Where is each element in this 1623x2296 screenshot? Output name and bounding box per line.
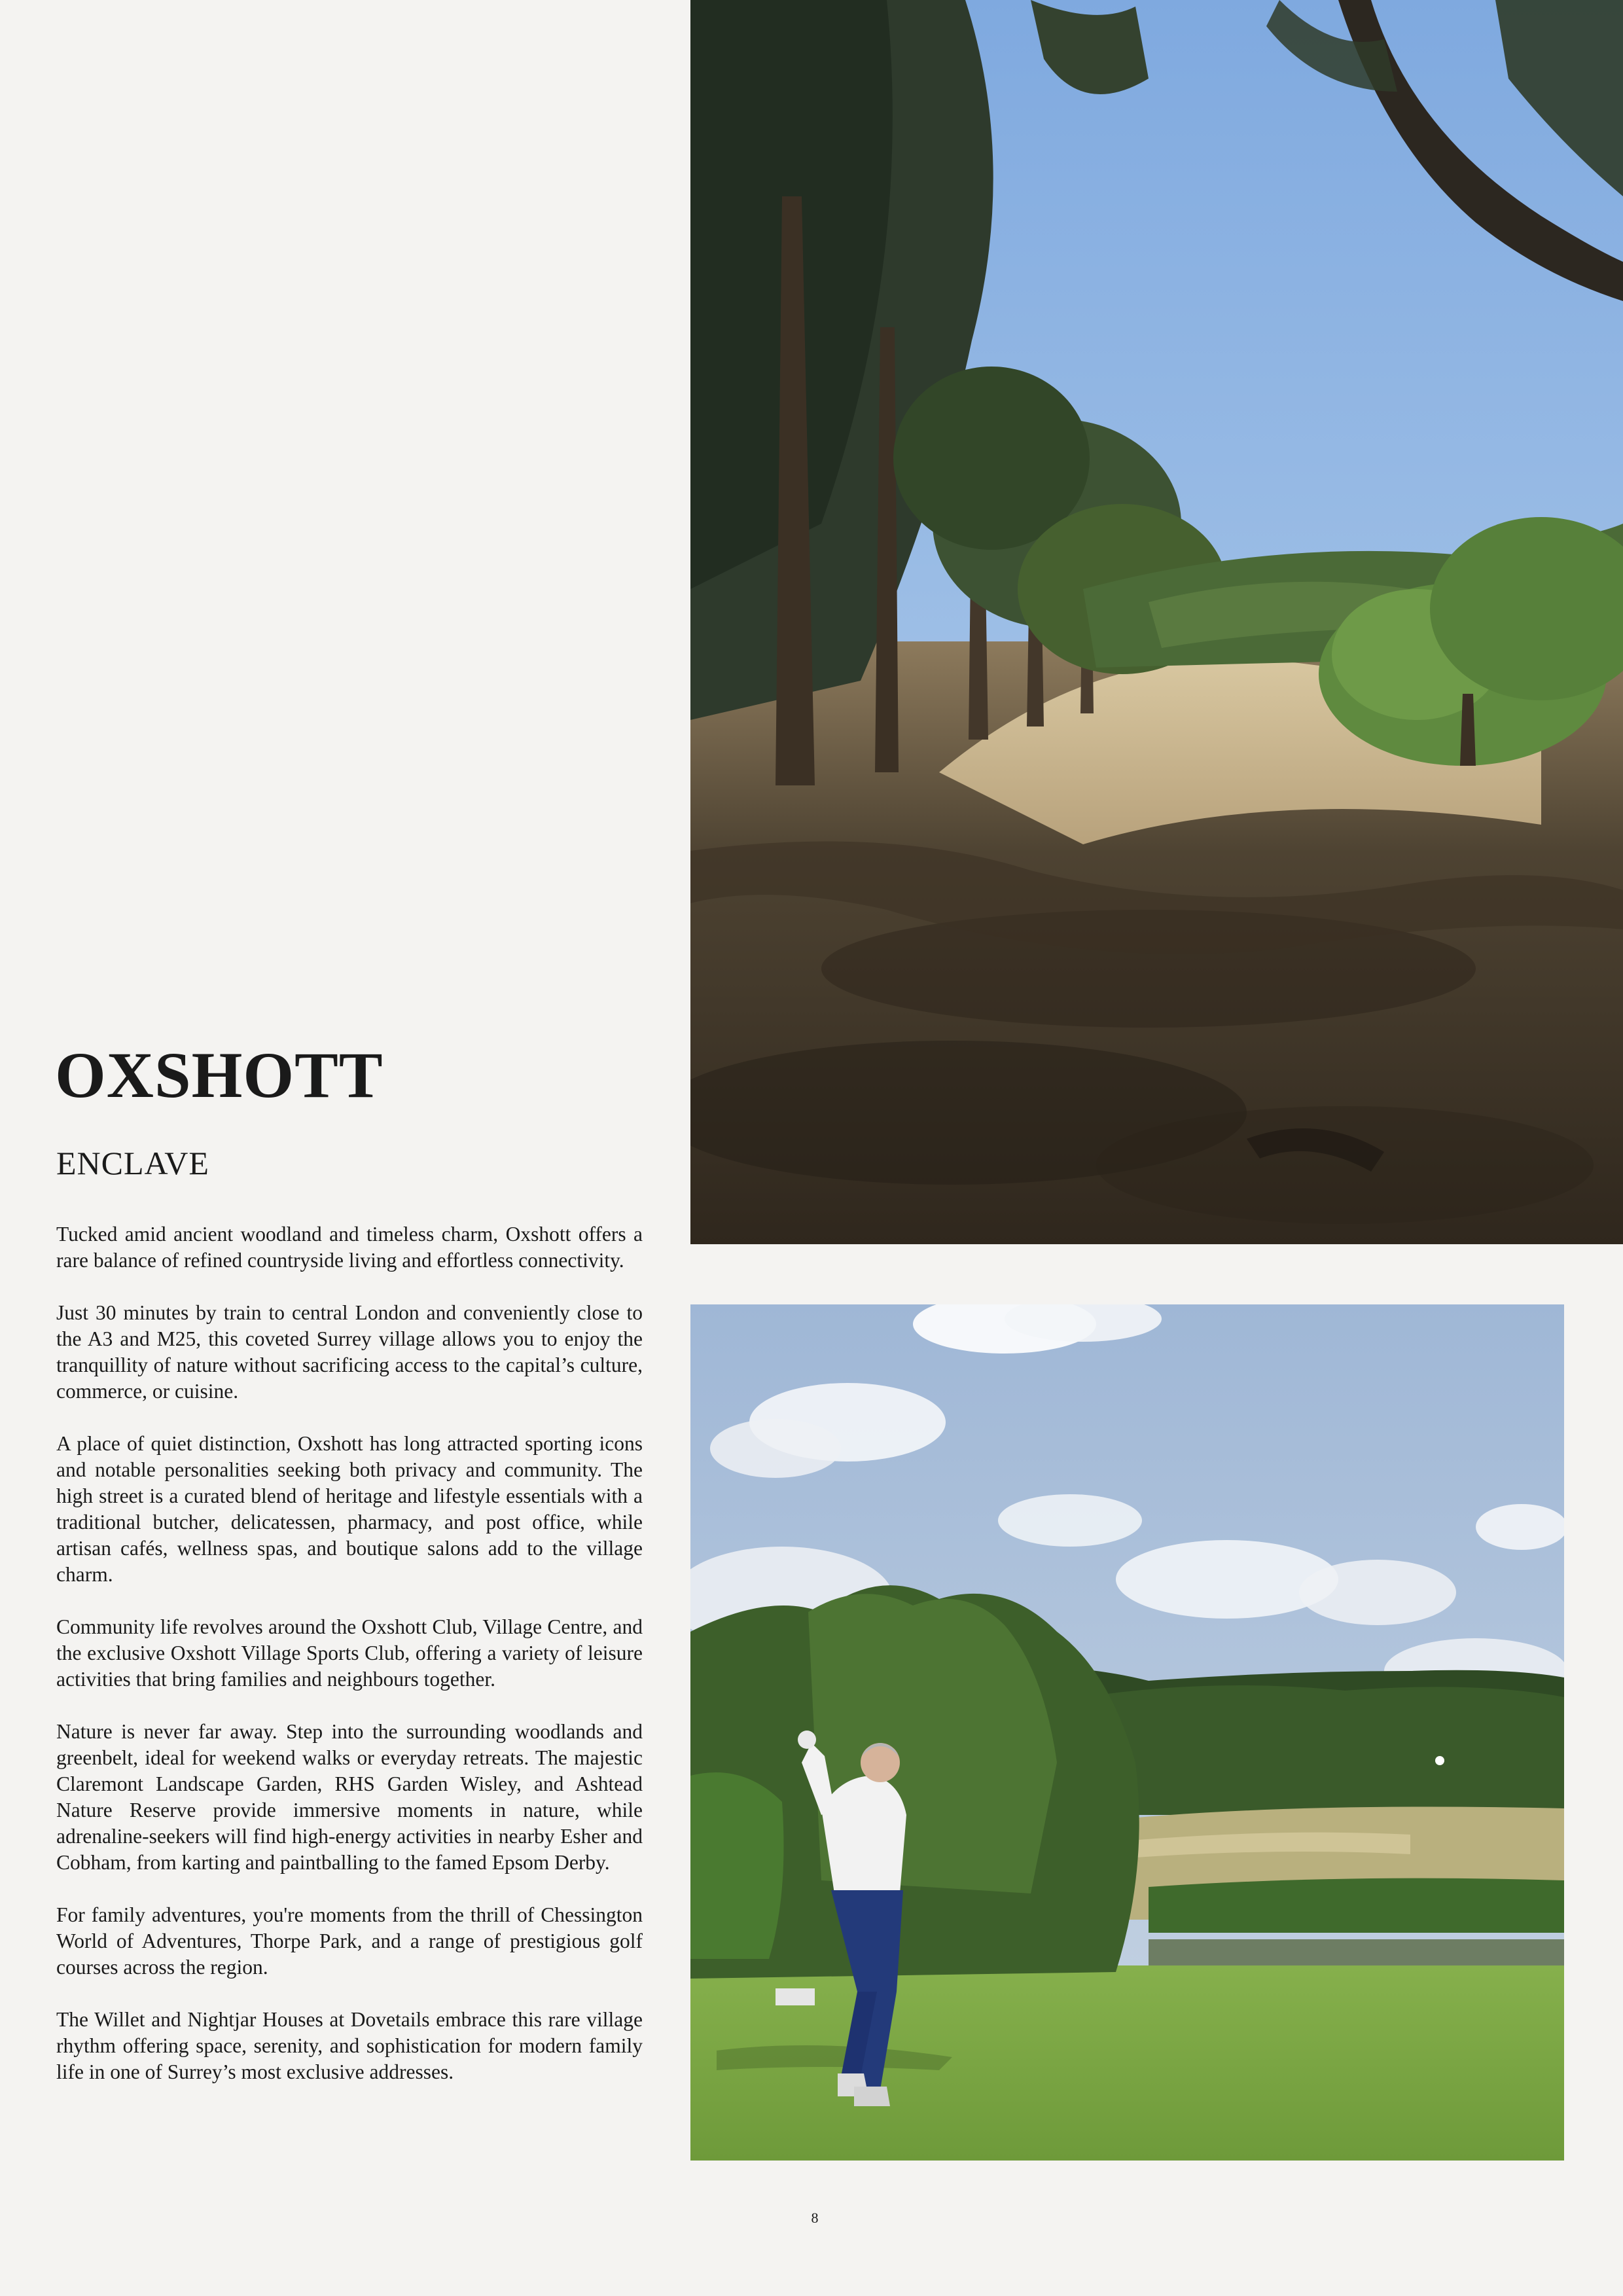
golf-photo [690,1304,1564,2161]
paragraph: For family adventures, you're moments from the thrill of Chessington World of Adventures, Thorpe Park, and a range of prestigious golf courses across the region. [56,1903,643,1979]
paragraph: Community life revolves around the Oxshott Club, Village Centre, and the exclusive Oxshott Village Sports Club, offering a variety of leisure activities that bring families and neighbours together. [56,1615,643,1691]
woodland-photo [690,0,1623,1244]
page-title: OXSHOTT [55,1039,383,1111]
paragraph: A place of quiet distinction, Oxshott has long attracted sporting icons and notable personalities seeking both privacy and community. The high street is a curated blend of heritage and lifestyle essentials with a traditional butcher, delicatessen, pharmacy, and post office, while artisan cafés, wellness spas, and boutique salons add to the village charm. [56,1432,643,1586]
paragraph: Just 30 minutes by train to central London and conveniently close to the A3 and M25, this coveted Surrey village allows you to enjoy the tranquillity of nature without sacrificing access to the capital’s culture, commerce, or cuisine. [56,1301,643,1403]
page-subtitle: ENCLAVE [56,1145,209,1181]
body-text [56,1221,643,2111]
paragraph: The Willet and Nightjar Houses at Dovetails embrace this rare village rhythm offering space, serenity, and sophistication for modern family life in one of Surrey’s most exclusive addresses. [56,2008,643,2083]
page-number: 8 [811,2210,819,2226]
paragraph: Nature is never far away. Step into the surrounding woodlands and greenbelt, ideal for weekend walks or everyday retreats. The majestic Claremont Landscape Garden, RHS Garden Wisley, and Ashtead Nature Reserve provide immersive moments in nature, while adrenaline-seekers will find high-energy activities in nearby Esher and Cobham, from karting and paintballing to the famed Epsom Derby. [56,1720,643,1874]
paragraph: Tucked amid ancient woodland and timeless charm, Oxshott offers a rare balance of refined countryside living and effortless connectivity. [56,1223,643,1272]
